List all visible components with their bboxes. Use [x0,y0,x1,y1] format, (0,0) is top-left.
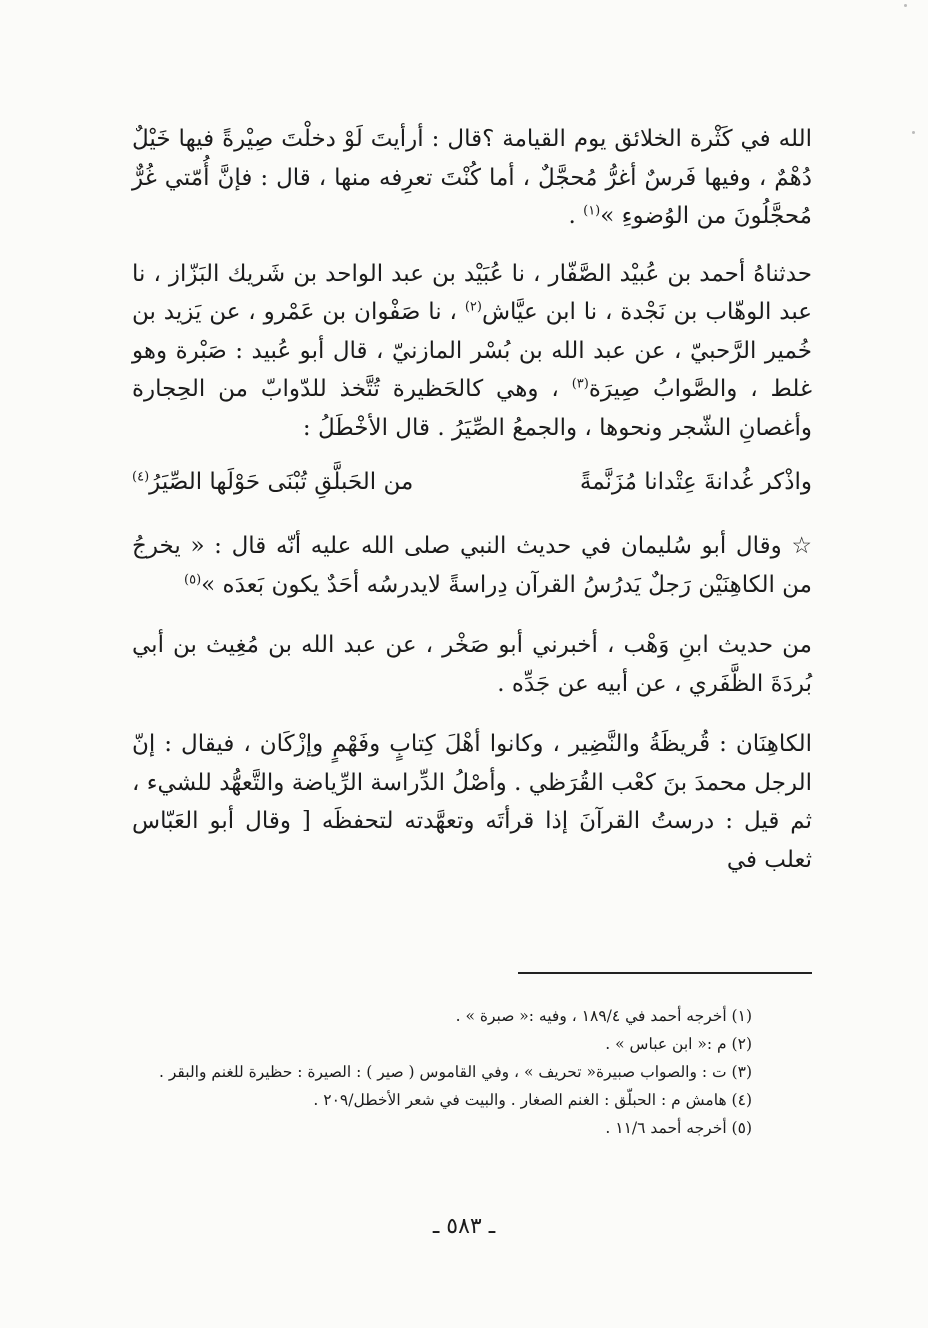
footnote-4: (٤) هامش م : الحبلّق : الغنم الصغار . والبيت في شعر الأخطل/٢٠٩ . [313,1091,752,1109]
footnote-1: (١) أخرجه أحمد في ١٨٩/٤ ، وفيه :« صبرة » . [455,1007,752,1025]
paragraph-text: حدثناهُ أحمد بن عُبيْد الصَّفّار ، نا عُبَيْد بن عبد الواحد بن شَريك البَزّاز ، نا عبد الوهّاب بن نَجْدة ، نا ابن عيَّاش [132,260,812,325]
sentence-end: . [568,203,584,229]
footnote-ref-4: (٤) [132,469,150,485]
paragraph-kahinan: الكاهِنَان : قُريظَةُ والنَّضِير ، وكانوا أهْلَ كِتابٍ وفَهْمٍ وإزْكَان ، فيقال : إنّ الرجل محمدَ بنَ كعْب القُرَظي . وأصْلُ الدِّراسة الرِّياضة والتَّعهُّد للشيء ، ثم قيل : درستُ القرآنَ إذا قرأتَه وتعهَّدته لتحفظَه [ وقال أبو العَبّاس ثعلب في [132,731,812,873]
page-number: ـ ٥٨٣ ـ [432,1214,496,1239]
footnote-5: (٥) أخرجه أحمد ١١/٦ . [605,1119,752,1137]
footnote-separator [518,972,812,974]
paragraph-isnad [132,255,812,448]
paragraph-ibn-wahb: من حديث ابنِ وَهْب ، أخبرني أبو صَخْر ، عن عبد الله بن مُغِيث بن أبي بُردَةَ الظَّفَري ، عن أبيه عن جَدِّه . [132,632,812,697]
verse-first-hemistich: واذْكر غُدانةَ عِتْدانا مُزَنَّمةً [579,469,812,495]
scan-speck [912,131,915,134]
verse-text: من الحَبلَّقِ تُبْنَى حَوْلَها الصِّيَرُ [149,469,414,495]
verse-second-hemistich [132,463,413,501]
paragraph-text: الله في كَثْرة الخلائق يوم القيامة ؟قال : أرأيتَ لَوْ دخلْتَ صِيْرةً فيها خَيْلٌ دُهْمٌ ، وفيها فَرسٌ أغرُّ مُحجَّلٌ ، أما كُنْتَ تعرِفه منها ، قال : فإنَّ أُمّتي غُرٌّ مُحجَّلُونَ من الوُضوءِ » [132,126,813,229]
footnotes [120,1002,752,1142]
paragraph-text: ☆ وقال أبو سُليمان في حديث النبي صلى الله عليه أنّه قال : « يخرجُ من الكاهِنَيْن رَجلٌ يَدرُسُ القرآن دِراسةً لايدرسُه أحَدٌ يكون بَعدَه » [132,533,812,598]
footnote-ref-1: (١) [583,203,601,219]
paragraph-hadith-ending [132,120,812,236]
main-text [132,120,812,879]
footnote-ref-2: (٢) [464,299,482,315]
paragraph-text: ، وهي كالحَظيرة تُتَّخذ للدّوابّ من الحِجارة وأغصانِ الشّجر ونحوها ، والجمعُ الصِّيَرُ . قال الأخْطَلُ : [132,376,812,441]
footnote-3: (٣) ت : والصواب صبيرة« تحريف » ، وفي القاموس ( صير ) : الصيرة : حظيرة للغنم والبقر . [159,1063,752,1081]
footnote-2: (٢) م :« ابن عباس » . [605,1035,752,1053]
paragraph-abu-sulayman [132,527,812,604]
scan-speck [904,4,907,7]
footnote-ref-5: (٥) [184,571,202,587]
footnote-ref-3: (٣) [571,376,589,392]
paragraph-text: ، نا صَفْوان بن عَمْرو ، عن يَزيد بن خُمير الرَّحبيّ ، عن عبد الله بن بُسْر المازنيّ ، قال أبو عُبيد : صَبْرة وهو غلط ، والصَّوابُ صِيرَة [132,299,813,402]
poetry-verse [132,463,812,501]
